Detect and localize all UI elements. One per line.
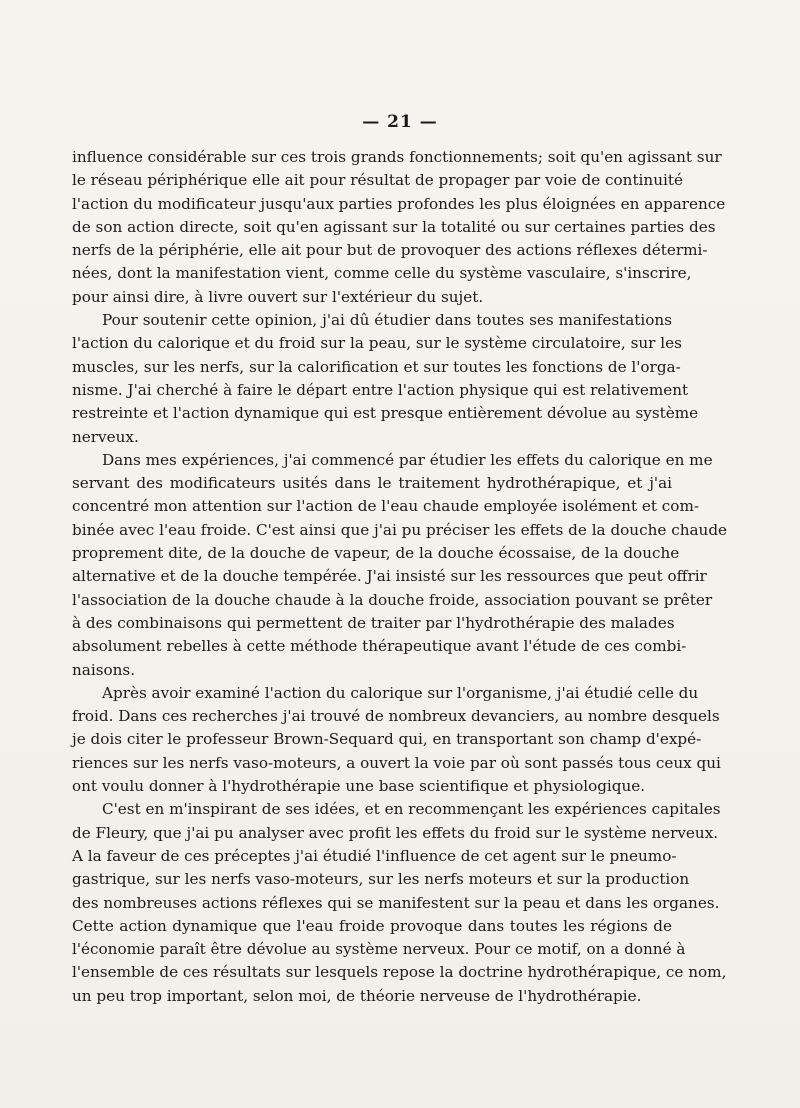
text-line: nées, dont la manifestation vient, comme celle du système vasculaire, s'inscrire,: [72, 264, 692, 283]
text-line: l'association de la douche chaude à la douche froide, association pouvant se prêter: [72, 590, 713, 609]
text-line: Dans mes expériences, j'ai commencé par étudier les effets du calorique en me: [102, 450, 713, 469]
text-line: je dois citer le professeur Brown-Sequard qui, en transportant son champ d'expé-: [72, 730, 702, 749]
text-line: gastrique, sur les nerfs vaso-moteurs, sur les nerfs moteurs et sur la production: [72, 870, 690, 889]
text-line: Cette action dynamique que l'eau froide provoque dans toutes les régions de: [72, 916, 672, 935]
text-line: influence considérable sur ces trois grands fonctionnements; soit qu'en agissant sur: [72, 148, 722, 166]
text-line: l'économie paraît être dévolue au système nerveux. Pour ce motif, on a donné à: [72, 940, 686, 959]
body-text: [72, 146, 728, 1008]
text-line: des nombreuses actions réflexes qui se manifestent sur la peau et dans les organes.: [72, 893, 720, 912]
text-line: A la faveur de ces préceptes j'ai étudié l'influence de cet agent sur le pneumo-: [72, 846, 677, 865]
text-line: nerveux.: [72, 427, 139, 446]
paragraph: [72, 449, 728, 682]
text-line: à des combinaisons qui permettent de traiter par l'hydrothérapie des malades: [72, 613, 675, 632]
paragraph: [72, 798, 727, 1008]
text-line: le réseau périphérique elle ait pour résultat de propager par voie de continuité: [72, 171, 683, 190]
text-line: proprement dite, de la douche de vapeur, de la douche écossaise, de la douche: [72, 544, 680, 563]
text-line: pour ainsi dire, à livre ouvert sur l'extérieur du sujet.: [72, 287, 484, 306]
text-line: nisme. J'ai cherché à faire le départ entre l'action physique qui est relativement: [72, 380, 689, 399]
text-line: binée avec l'eau froide. C'est ainsi que j'ai pu préciser les effets de la douche chaude: [72, 520, 728, 539]
text-line: concentré mon attention sur l'action de l'eau chaude employée isolément et com-: [72, 497, 699, 516]
text-line: riences sur les nerfs vaso-moteurs, a ouvert la voie par où sont passés tous ceux qui: [72, 753, 721, 772]
text-line: froid. Dans ces recherches j'ai trouvé de nombreux devanciers, au nombre desquels: [72, 707, 720, 726]
paragraph: [72, 309, 699, 449]
text-line: Après avoir examiné l'action du calorique sur l'organisme, j'ai étudié celle du: [102, 683, 699, 702]
text-line: muscles, sur les nerfs, sur la calorification et sur toutes les fonctions de l'orga-: [72, 357, 681, 376]
text-line: un peu trop important, selon moi, de théorie nerveuse de l'hydrothérapie.: [72, 986, 642, 1005]
text-line: C'est en m'inspirant de ses idées, et en recommençant les expériences capitales: [102, 800, 721, 819]
paragraph: [72, 682, 721, 798]
page-number: — 21 —: [362, 112, 438, 132]
text-line: l'action du modificateur jusqu'aux parties profondes les plus éloignées en apparence: [72, 194, 726, 213]
text-line: alternative et de la douche tempérée. J'ai insisté sur les ressources que peut offrir: [72, 567, 707, 586]
text-line: de Fleury, que j'ai pu analyser avec profit les effets du froid sur le système nerveux.: [72, 823, 719, 842]
text-line: l'action du calorique et du froid sur la peau, sur le système circulatoire, sur les: [72, 334, 682, 353]
paragraph: [72, 146, 726, 309]
text-line: restreinte et l'action dynamique qui est presque entièrement dévolue au système: [72, 404, 699, 423]
text-line: nerfs de la périphérie, elle ait pour but de provoquer des actions réflexes détermi-: [72, 241, 708, 260]
text-line: servant des modificateurs usités dans le traitement hydrothérapique, et j'ai: [72, 474, 672, 493]
text-line: Pour soutenir cette opinion, j'ai dû étudier dans toutes ses manifestations: [102, 311, 672, 330]
text-line: de son action directe, soit qu'en agissant sur la totalité ou sur certaines parties des: [72, 217, 716, 236]
text-line: l'ensemble de ces résultats sur lesquels repose la doctrine hydrothérapique, ce nom,: [72, 963, 727, 982]
text-line: naisons.: [72, 660, 136, 679]
text-line: ont voulu donner à l'hydrothérapie une base scientifique et physiologique.: [72, 777, 646, 796]
text-line: absolument rebelles à cette méthode thérapeutique avant l'étude de ces combi-: [72, 637, 687, 656]
